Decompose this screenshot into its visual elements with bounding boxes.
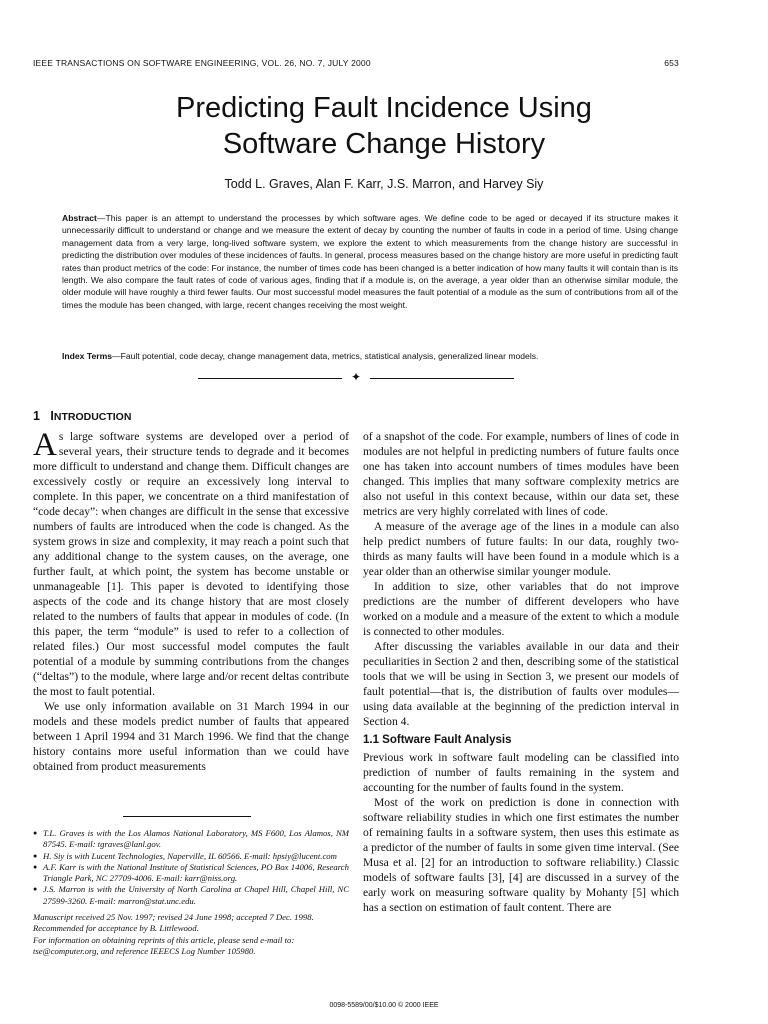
running-header (33, 58, 679, 72)
subsection-paragraph-2: Most of the work on prediction is done in connection with software reliability studies in which one first estimates the number of remaining faults in a software system, then uses this estimate as a predictor of the number of faults in some given time interval. (See Musa et al. [2] for an introduction to software reliability.) Classic models of software faults [3], [4] are discussed in a survey of the early work on measuring software quality by Mohanty [5] which has a section on estimation of fault content. There are (363, 796, 679, 914)
right-column (363, 429, 679, 915)
recommended-by: Recommended for acceptance by B. Littlewood. (33, 923, 199, 934)
divider-ornament-icon: ✦ (350, 370, 362, 384)
manuscript-dates: Manuscript received 25 Nov. 1997; revised 24 June 1998; accepted 7 Dec. 1998. (33, 912, 314, 923)
page-number: 653 (664, 58, 679, 68)
intro-paragraph-1 (33, 429, 349, 699)
affiliation-karr: ● A.F. Karr is with the National Institute of Statistical Sciences, PO Box 14006, Research Triangle Park, NC 27709-4006. E-mail: karr@niss.org. (33, 862, 349, 885)
section-heading-introduction (33, 409, 131, 423)
title-line-2: Software Change History (222, 128, 546, 160)
intro-paragraph-5: In addition to size, other variables that do not improve predictions are the number of different developers who have worked on a module and a measure of the extent to which a module is connected to other modules. (363, 580, 679, 638)
footnote-rule (123, 816, 251, 817)
footnotes (33, 828, 349, 957)
affiliation-marron: ● J.S. Marron is with the University of North Carolina at Chapel Hill, Chapel Hill, NC 27599-3260. E-mail: marron@stat.unc.edu. (33, 884, 349, 907)
title-line-1: Predicting Fault Incidence Using (176, 92, 592, 124)
intro-paragraph-4: A measure of the average age of the lines in a module can also help predict numbers of future faults: In our data, roughly two-thirds as many faults will have been found in a module which is a year older than an otherwise similar younger module. (363, 520, 679, 578)
section-title-initial: I (50, 409, 54, 423)
abstract-text: —This paper is an attempt to understand the processes by which software ages. We define code to be aged or decayed if its structure makes it unnecessarily difficult to understand or change and we measure the extent of decay by counting the number of faults in code in a period of time. Using change management data from a very large, long-lived software system, we explore the extent to which measurements from the change history are successful in predicting the distribution over modules of these incidences of faults. In general, process measures based on the change history are more useful in predicting fault rates than product metrics of the code: For instance, the number of times code has been changed is a better indication of how many faults it will contain than is its length. We also compare the fault rates of code of various ages, finding that if a module is, on the average, a year older than an otherwise similar module, the older module will have roughly a third fewer faults. Our most successful model measures the fault potential of a module as the sum of contributions from all of the times the module has been changed, with large, recent changes receiving the most weight. (62, 213, 678, 310)
intro-paragraph-2: We use only information available on 31 March 1994 in our models and these models predict number of faults that appeared between 1 April 1994 and 31 March 1996. We find that the change history contains more useful information than we could have obtained from product measurements (33, 700, 349, 773)
abstract (62, 212, 678, 311)
affiliation-siy: ● H. Siy is with Lucent Technologies, Naperville, IL 60566. E-mail: hpsiy@lucent.com (33, 851, 349, 862)
divider-line-left (198, 378, 342, 379)
paper-title (60, 90, 708, 162)
divider-line-right (370, 378, 514, 379)
section-title-rest: NTRODUCTION (53, 411, 132, 423)
subsection-paragraph-1: Previous work in software fault modeling can be classified into prediction of number of faults remaining in the system and accounting for the number of faults found in the system. (363, 751, 679, 794)
section-divider (198, 372, 514, 386)
affiliation-list (33, 828, 349, 907)
index-terms-text: —Fault potential, code decay, change management data, metrics, statistical analysis, generalized linear models. (112, 351, 539, 361)
intro-paragraph-1-text: s large software systems are developed over a period of several years, their structure tends to degrade and it becomes more difficult to understand and change them. Difficult changes are excessively costly or require an excessively long interval to complete. In this paper, we concentrate on a third manifestation of “code decay”: when changes are difficult in the sense that excessive numbers of faults are introduced when the code is changed. As the system grows in size and complexity, it may reach a point such that any additional change to the system causes, on the average, one further fault, at which point, the system has become unstable or unmanageable [1]. This paper is devoted to identifying those aspects of the code and its change history that are most closely related to the numbers of faults that appear in modules of code. (In this paper, the term “module” is used to refer to a collection of related files.) Our most successful model computes the fault potential of a module by summing contributions from the changes (“deltas”) to the module, where large and/or recent deltas contribute the most to fault potential. (33, 430, 349, 698)
reprint-info: For information on obtaining reprints of this article, please send e-mail to: tse@computer.org, and reference IEEECS Log Number 105980. (33, 934, 295, 956)
section-number: 1 (33, 409, 40, 423)
intro-paragraph-6: After discussing the variables available in our data and their peculiarities in Section 2 and then, describing some of the statistical tools that we will be using in Section 3, we present our models of fault potential—that is, the distribution of faults over modules—using data available at the beginning of the prediction interval in Section 4. (363, 640, 679, 728)
affiliation-graves: ● T.L. Graves is with the Los Alamos National Laboratory, MS F600, Los Alamos, NM 87545. E-mail: tgraves@lanl.gov. (33, 828, 349, 851)
copyright-footer: 0098-5589/00/$10.00 © 2000 IEEE (329, 1002, 439, 1009)
index-terms (62, 350, 678, 362)
author-list: Todd L. Graves, Alan F. Karr, J.S. Marron, and Harvey Siy (224, 177, 544, 191)
abstract-label: Abstract (62, 213, 97, 223)
intro-paragraph-3: of a snapshot of the code. For example, numbers of lines of code in modules are not helpful in predicting numbers of future faults once one has taken into account numbers of times modules have been changed. This implies that many software complexity metrics are also not useful in this context because, within our data set, these metrics are very highly correlated with lines of code. (363, 430, 679, 518)
drop-cap: A (33, 427, 57, 463)
subsection-heading: 1.1 Software Fault Analysis (363, 734, 512, 746)
left-column (33, 429, 349, 774)
journal-info: IEEE TRANSACTIONS ON SOFTWARE ENGINEERING, VOL. 26, NO. 7, JULY 2000 (33, 58, 371, 68)
index-terms-label: Index Terms (62, 351, 112, 361)
